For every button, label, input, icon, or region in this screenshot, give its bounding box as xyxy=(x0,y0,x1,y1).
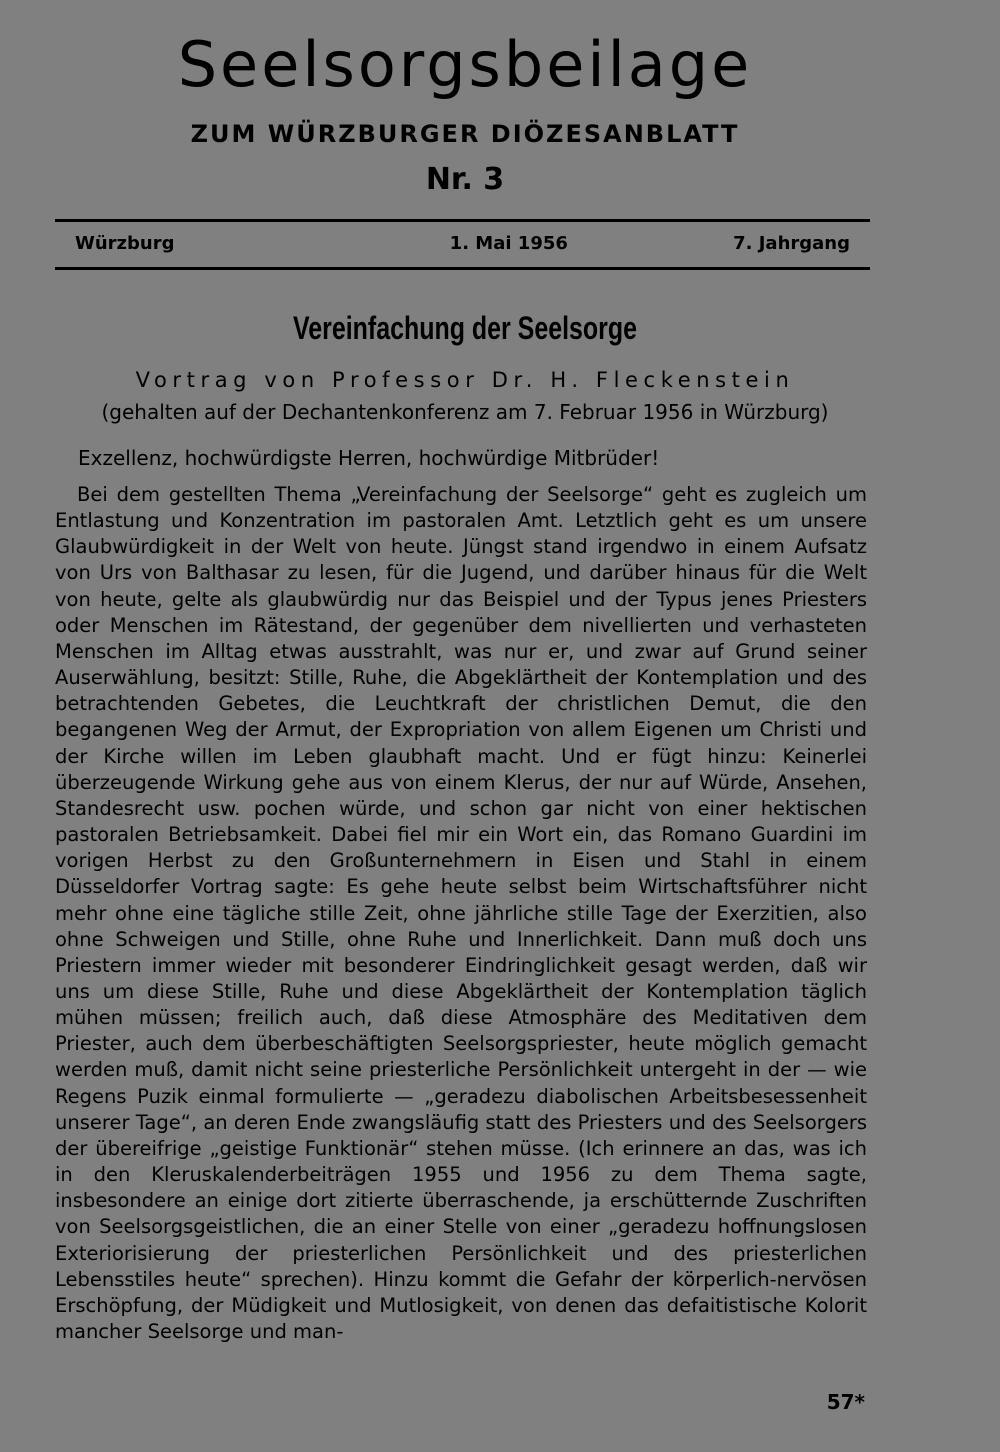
issue-number: Nr. 3 xyxy=(425,162,505,197)
publication-date: 1. Mai 1956 xyxy=(449,233,568,254)
article-title: Vereinfachung der Seelsorge xyxy=(292,310,638,346)
volume-label: 7. Jahrgang xyxy=(733,233,850,254)
article-occasion: (gehalten auf der Dechantenkonferenz am 7. Februar 1956 in Würzburg) xyxy=(101,400,829,424)
bottom-rule xyxy=(55,267,870,270)
masthead-title: Seelsorgsbeilage xyxy=(177,28,753,101)
info-bar xyxy=(75,233,850,254)
salutation: Exzellenz, hochwürdigste Herren, hochwürdige Mitbrüder! xyxy=(78,446,660,470)
top-rule xyxy=(55,219,870,222)
masthead-subtitle: ZUM WÜRZBURGER DIÖZESANBLATT xyxy=(190,120,740,148)
page-number: 57* xyxy=(826,1390,865,1414)
article-body: Bei dem gestellten Thema „Vereinfachung der Seelsorge“ geht es zugleich um Entlastung und Konzentration im pastoralen Amt. Letztlich geht es um unsere Glaubwürdigkeit in der Welt von heute. Jüngst stand irgendwo in einem Aufsatz von Urs von Balthasar zu lesen, für die Jugend, und darüber hinaus für die Welt von heute, gelte als glaubwürdig nur das Beispiel und der Typus jenes Priesters oder Menschen im Rätestand, der gegenüber dem nivellierten und verhasteten Menschen im Alltag etwas ausstrahlt, was nur er, und zwar auf Grund seiner Auserwählung, besitzt: Stille, Ruhe, die Abgeklärtheit der Kontemplation und des betrachtenden Gebetes, die Leuchtkraft der christlichen Demut, die den begangenen Weg der Armut, der Expropriation von allem Eigenen um Christi und der Kirche willen im Leben glaubhaft macht. Und er fügt hinzu: Keinerlei überzeugende Wirkung gehe aus von einem Klerus, der nur auf Würde, Ansehen, Standesrecht usw. pochen würde, und schon gar nicht von einer hektischen pastoralen Betriebsamkeit. Dabei fiel mir ein Wort ein, das Romano Guardini im vorigen Herbst zu den Großunternehmern in Eisen und Stahl in einem Düsseldorfer Vortrag sagte: Es gehe heute selbst beim Wirtschaftsführer nicht mehr ohne eine tägliche stille Zeit, ohne jährliche stille Tage der Exerzitien, also ohne Schweigen und Stille, ohne Ruhe und Innerlichkeit. Dann muß doch uns Priestern immer wieder mit besonderer Eindringlichkeit gesagt werden, daß wir uns um diese Stille, Ruhe und diese Abgeklärtheit der Kontemplation täglich mühen müssen; freilich auch, daß diese Atmosphäre des Meditativen dem Priester, auch dem überbeschäftigten Seelsorgspriester, heute möglich gemacht werden muß, damit nicht seine priesterliche Persönlichkeit untergeht in der — wie Regens Puzik einmal formulierte — „geradezu diabolischen Arbeitsbesessenheit unserer Tage“, an deren Ende zwangsläufig statt des Priesters und des Seelsorgers der übereifrige „geistige Funktionär“ stehen müsse. (Ich erinnere an das, was ich in den Kleruskalenderbeiträgen 1955 und 1956 zu dem Thema sagte, insbesondere an einige dort zitierte überraschende, ja erschütternde Zuschriften von Seelsorgsgeistlichen, die an einer Stelle von einer „geradezu hoffnungslosen Exteriorisierung der priesterlichen Persönlichkeit und des priesterlichen Lebensstiles heute“ sprechen). Hinzu kommt die Gefahr der körperlich-nervösen Erschöpfung, der Müdigkeit und Mutlosigkeit, von denen das defaitistische Kolorit mancher Seelsorge und man- xyxy=(55,483,867,1343)
article-byline: Vortrag von Professor Dr. H. Fleckenstein xyxy=(135,368,795,392)
publication-place: Würzburg xyxy=(75,233,175,254)
